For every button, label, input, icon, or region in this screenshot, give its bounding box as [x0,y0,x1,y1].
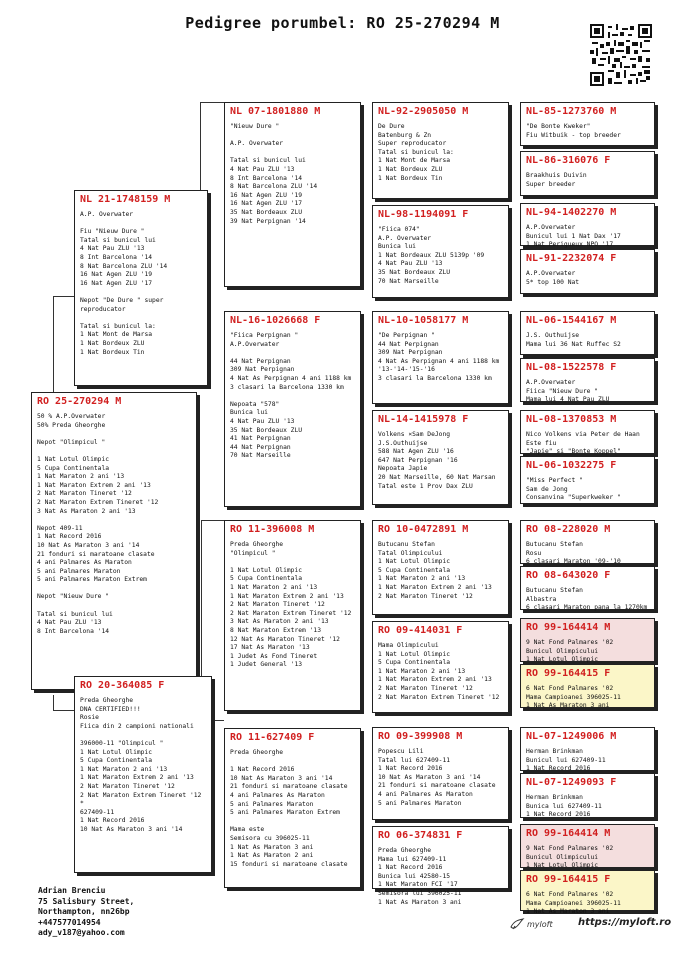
pigeon-info-line: J.S. Outhuijse [526,332,580,339]
pigeon-info-line: 1 Nat Bordeux ZLU [378,165,443,173]
pigeon-card-gggp-8[interactable] [520,456,655,504]
pigeon-info-line: 1 Nat As Maraton 2 ani [230,852,314,860]
pigeon-card-ggp-8[interactable] [372,826,509,906]
pigeon-info-line: 70 Nat Marseille [230,452,291,460]
pigeon-info-line: 5 ani Palmares Maraton [230,800,314,808]
pigeon-info-line: 4 ani Palmares As Maraton [378,790,473,798]
pigeon-info-line: 6 Nat Fond Palmares '02 [526,891,614,898]
pigeon-info-line: Fiu "Nieuw Dure " [80,228,145,236]
pigeon-info-line: 4 ani Palmares As Maraton [230,791,325,799]
pigeon-info-line: 2 Nat Maraton Extrem Tineret '12 [37,498,159,506]
pigeon-info-line: Super breeder [526,180,576,188]
pigeon-info-line: Bunicul lui 1 Nat Dax '17 [526,232,621,240]
pigeon-info-line: 10 Nat As Maraton 3 ani '14 [378,773,481,781]
pigeon-info-line: 1 Nat Maraton FCI '17 [378,881,458,889]
pigeon-card-gggp-13[interactable] [520,727,655,771]
pigeon-info-line: Braakhuis Duivin [526,172,587,179]
pigeon-info-line: 44 Nat Perpignan [378,340,439,348]
pigeon-info-line: 35 Nat Bordeaux ZLU [230,208,303,216]
pigeon-card-subject[interactable] [31,392,197,690]
pigeon-info-line: 1 Nat Record 2016 [526,765,591,773]
page-title: Pedigree porumbel: RO 25-270294 M [185,14,500,32]
pigeon-card-gggp-10[interactable] [520,566,655,610]
pigeon-info-line: 1 Nat Maraton 2 ani '13 [230,583,318,591]
pigeon-info-line: 6 clasari Maraton '09-'10 [526,558,621,566]
pigeon-info-line: Preda Gheorghe [230,541,284,548]
pigeon-info-line [230,392,355,401]
ring-number: NL-86-316076 F [526,155,611,166]
pigeon-info-line [37,602,191,611]
pigeon-info-line [80,314,202,323]
pigeon-info-line: 4 Nat As Perpignan 4 ani 1188 km [378,357,500,365]
pigeon-info-line: * [80,800,84,808]
pigeon-info-line: 1 Nat Bordeux ZLU [80,339,145,347]
pigeon-info-line: 4 Nat Pau ZLU '13 [37,619,102,627]
pigeon-info-line: Preda Gheorghe [80,697,134,704]
pigeon-info-line [230,132,355,141]
pigeon-card-gggp-7[interactable] [520,410,655,454]
pigeon-info-line [230,349,355,358]
pigeon-info-line: 1 Nat Lotul Olimpic [230,566,303,574]
pigeon-info-line: '13-'14-'15-'16 [378,366,435,374]
pigeon-info-line: 647 Nat Perpignan '16 [378,456,458,464]
pigeon-info-line: 12 Nat As Maraton Tineret '12 [230,635,340,643]
pigeon-info-line: reproducator [80,305,126,313]
ring-number: NL-07-1249006 M [526,731,617,742]
pigeon-info-line: 21 fonduri si maratoane clasate [37,550,155,558]
pigeon-info-line: 1 Nat Maraton Extrem 2 ani '13 [378,583,492,591]
pigeon-info-line: DNA CERTIFIED!!! [80,705,141,713]
pigeon-info-line: Albastra [526,595,557,603]
pigeon-info-line: Rosu [526,549,542,557]
pigeon-info-line: Preda Gheorghe [230,749,284,756]
pigeon-info-line: 2 Nat Maraton Tineret '12 [378,684,473,692]
pigeon-info-line [37,430,191,439]
pigeon-info-line: Tatal Olimpicului [378,549,443,557]
pigeon-info-line: 1 Judet As Fond Tineret [230,652,318,660]
pigeon-info-line: 2 Nat Maraton Extrem Tineret '12 [378,693,500,701]
pigeon-info-line: 5 ani Palmares Maraton Extrem [230,809,340,817]
pigeon-info-line: 1 Nat Lotul Olimpic [37,455,110,463]
pigeon-info-line: Herman Brinkman [526,748,583,755]
pigeon-info-line: 1 Nat Bordeux Tin [378,174,443,182]
pigeon-card-gggp-11[interactable] [520,618,655,662]
pigeon-info-line: "Miss Perfect " [526,477,583,484]
pigeon-info-line: 5 Cupa Continentala [80,757,153,765]
ring-number: RO 11-396008 M [230,524,315,535]
pigeon-card-ggp-3[interactable] [372,311,509,404]
ring-number: NL-91-2232074 F [526,253,617,264]
pigeon-info-line: 50% Preda Gheorghe [37,421,106,429]
pigeon-info-line: 10 Nat As Maraton 3 ani '14 [230,774,333,782]
pigeon-info-line: 1 Nat Record 2016 [526,811,591,819]
pigeon-info-line: 5 ani Palmares Maraton Extrem [37,576,147,584]
pigeon-info-line: 35 Nat Bordeaux ZLU [230,426,303,434]
pigeon-info-line: Fiica din 2 campioni nationali [80,722,194,730]
pigeon-info-line: Butucanu Stefan [526,587,583,594]
pigeon-info-line: 44 Nat Perpignan [230,357,291,365]
pigeon-info-line: 20 Nat Marseille, 60 Nat Marsan [378,473,496,481]
ring-number: RO 25-270294 M [37,396,122,407]
pigeon-info-line: 1 Nat Maraton Extrem 2 ani '13 [37,481,151,489]
qr-code-icon [590,24,652,86]
pigeon-card-ggp-4[interactable] [372,410,509,505]
pigeon-card-gggp-3[interactable] [520,203,655,249]
pigeon-info-line: 5 ani Palmares Maraton [378,799,462,807]
pigeon-info-line: 8 Nat Maraton Extrem '13 [230,626,321,634]
pigeon-info-line: 2 Nat Maraton Extrem Tineret '12 [230,609,352,617]
pigeon-info-line: 21 fonduri si maratoane clasate [230,783,348,791]
pigeon-info-line: 16 Nat Agen ZLU '17 [80,279,153,287]
pigeon-info-line: Nepoata "578" [230,400,280,408]
pigeon-info-line: Batenburg & Zn [378,131,432,139]
owner-contact [38,886,134,939]
pigeon-info-line: Mama lui 627409-11 [378,855,447,863]
ring-number: RO 99-164414 M [526,622,611,633]
pigeon-info-line: 1 Nat Bordeaux ZLU 5139p '09 [378,251,485,259]
pigeon-info-line: A.P.Overwater [230,340,280,348]
pigeon-info-line: A.P.Overwater [526,224,576,231]
pigeon-info-line: 1 Nat Maraton Extrem 2 ani '13 [230,592,344,600]
ring-number: NL-08-1522578 F [526,362,617,373]
pigeon-card-gggp-14[interactable] [520,773,655,818]
pigeon-card-gggp-6[interactable] [520,358,655,402]
pigeon-info-line: Mama Campioanei 396025-11 [526,899,621,907]
pigeon-card-gggp-5[interactable] [520,311,655,355]
pigeon-info-line [37,516,191,525]
pigeon-info-line: 1 Nat As Maraton 3 ani [526,702,610,710]
pigeon-info-line: 8 Int Barcelona '14 [80,253,153,261]
pigeon-info-line: 5 Cupa Continentala [230,575,303,583]
pigeon-info-line: 3 Nat As Maraton 2 ani '13 [230,618,329,626]
pigeon-card-ggp-1[interactable] [372,102,509,199]
pigeon-card-gggp-15[interactable] [520,824,655,868]
pigeon-info-line: A.P. Overwater [230,140,284,148]
pigeon-info-line [230,558,355,567]
ring-number: RO 10-0472891 M [378,524,469,535]
pigeon-info-line: 5 Cupa Continentala [37,464,110,472]
pigeon-info-line: De Dure [378,123,405,130]
pigeon-info-line: 2 Nat Maraton Tineret '12 [378,592,473,600]
ring-number: NL 07-1801880 M [230,106,321,117]
brand-logo [510,918,553,930]
pigeon-info-line: 16 Nat Agen ZLU '17 [230,200,303,208]
pigeon-info-line: A.P.Overwater [526,379,576,386]
pigeon-info-line: Nepoata Japie [378,465,428,473]
pigeon-info-line: 588 Nat Agen ZLU '16 [378,448,454,456]
pigeon-info-line: 3 Nat As Maraton 2 ani '13 [37,507,136,515]
pigeon-info-line: 1 Nat Lotul Olimpic [526,656,599,664]
pigeon-info-line: Consanvina "Superkweker " [526,494,621,502]
pigeon-info-line: 16 Nat Agen ZLU '19 [80,271,153,279]
pigeon-info-line: Tatal si bunicul lui [80,236,156,244]
pigeon-info-line: 1 Nat As Maraton 3 ani [230,843,314,851]
pigeon-card-gggp-16[interactable] [520,870,655,916]
pigeon-info-line: 6 clasari Maraton pana la 1270km [526,604,648,612]
pigeon-info-line: 4 Nat Pau ZLU '13 [80,245,145,253]
pigeon-info-line: Bunica lui 627409-11 [526,802,602,810]
pigeon-card-sire[interactable] [74,190,208,386]
pigeon-info-line: Butucanu Stefan [378,541,435,548]
pigeon-info-line: 1 Nat Lotul Olimpic [526,862,599,870]
pigeon-info-line: Nepot "De Dure " super [80,296,164,304]
pigeon-info-line: 16 Nat Agen ZLU '19 [230,191,303,199]
pigeon-info-line: 8 Nat Barcelona ZLU '14 [80,262,168,270]
owner-email[interactable]: ady_v187@yahoo.com [38,928,125,937]
pigeon-info-line [230,818,355,827]
pigeon-info-line [80,731,206,740]
pigeon-info-line: 5* top 100 Nat [526,278,580,286]
ring-number: NL-08-1370853 M [526,414,617,425]
ring-number: NL-14-1415978 F [378,414,469,425]
pigeon-info-line: "Fiica Perpignan " [230,332,299,339]
pigeon-info-line: 10 Nat As Maraton 3 ani '14 [80,825,183,833]
pigeon-info-line: Nepot "Nieuw Dure " [37,593,110,601]
pigeon-info-line: 1 Nat Record 2016 [80,817,145,825]
ring-number: RO 99-164415 F [526,668,611,679]
pigeon-info-line: 2 Nat Maraton Extrem Tineret '12 [80,791,202,799]
pigeon-info-line: Bunica lui 42580-15 [378,872,451,880]
pigeon-info-line: Tatal este 1 Prov Dax ZLU [378,482,473,490]
pigeon-info-line: 39 Nat Perpignan '14 [230,217,306,225]
pigeon-info-line: 17 Nat As Maraton '13 [230,644,310,652]
owner-street: 75 Salisbury Street, [38,896,135,906]
pigeon-info-line: Este fiu [526,439,557,447]
pigeon-card-gggp-9[interactable] [520,520,655,564]
pigeon-card-gggp-12[interactable] [520,664,655,708]
pigeon-card-grandsire-2[interactable] [224,520,361,711]
pigeon-info-line: 1 Nat Maraton 2 ani '13 [378,667,466,675]
pigeon-info-line: Super reproducator [378,140,447,148]
pigeon-info-line: 309 Nat Perpignan [230,366,295,374]
pigeon-info-line: 2 Nat Maraton Tineret '12 [37,490,132,498]
pigeon-info-line: 70 Nat Marseille [378,277,439,285]
pigeon-info-line: 627409-11 [80,808,115,816]
ring-number: RO 09-399908 M [378,731,463,742]
pigeon-card-gggp-2[interactable] [520,151,655,196]
owner-phone: +447577014954 [38,917,101,927]
pigeon-info-line: 8 Nat Barcelona ZLU '14 [230,183,318,191]
owner-city: Northampton, nn26bp [38,907,130,916]
pigeon-info-line: 21 fonduri si maratoane clasate [378,782,496,790]
pigeon-info-line: Popescu Lili [378,748,424,755]
pigeon-info-line: 3 clasari la Barcelona 1330 km [230,383,344,391]
ring-number: RO 99-164415 F [526,874,611,885]
pigeon-info-line: 1 Nat Record 2016 [230,766,295,774]
pigeon-info-line: 1 Nat Perigueux NPO '17 [526,241,614,249]
ring-number: RO 09-414031 F [378,625,463,636]
pigeon-info-line: Nepot "Olimpicul " [37,438,106,446]
pigeon-info-line: 1 Nat Mont de Marsa [80,331,153,339]
ring-number: NL-07-1249093 F [526,777,617,788]
pigeon-info-line: "De Perpignan " [378,332,435,339]
pigeon-card-gggp-1[interactable] [520,102,655,146]
pigeon-info-line: "Olimpicul " [230,549,276,557]
pigeon-info-line: Semisora cu 396025-11 [230,834,310,842]
pigeon-info-line: 1 Nat Lotul Olimpic [80,748,153,756]
ring-number: RO 08-643020 F [526,570,611,581]
pigeon-info-line: Fiica "Nieuw Dure " [526,387,599,395]
pigeon-info-line: 1 Nat Lotul Olimpic [378,650,451,658]
pigeon-info-line: "Nieuw Dure " [230,123,280,130]
ring-number: NL-94-1402270 M [526,207,617,218]
connector-line [53,695,54,710]
pigeon-info-line [37,585,191,594]
pigeon-info-line: 1 Nat Mont de Marsa [378,157,451,165]
pigeon-info-line: 9 Nat Fond Palmares '02 [526,845,614,852]
ring-number: NL-06-1032275 F [526,460,617,471]
pigeon-info-line: 4 Nat Pau ZLU '13 [230,165,295,173]
pigeon-info-line: 1 Nat Bordeux Tin [80,348,145,356]
pigeon-info-line: 41 Nat Perpignan [230,435,291,443]
connector-line [53,710,74,711]
brand-name: myloft [527,919,553,929]
pigeon-info-line: 1 Nat Maraton Extrem 2 ani '13 [80,774,194,782]
connector-line [53,296,75,392]
pigeon-info-line: Volkens ×Sam DeJong [378,431,451,438]
pigeon-info-line: 4 ani Palmares As Maraton [37,559,132,567]
pigeon-info-line: Mama este [230,826,265,834]
pigeon-info-line: 5 Cupa Continentala [378,566,451,574]
ring-number: RO 20-364085 F [80,680,165,691]
pigeon-info-line: Tatal si bunicul la: [378,148,454,156]
pigeon-info-line: 4 Nat Pau ZLU '13 [230,417,295,425]
pigeon-info-line: 1 Nat As Maraton 3 ani [378,898,462,906]
pigeon-card-ggp-7[interactable] [372,727,509,820]
pigeon-card-granddam-1[interactable] [224,311,361,507]
pigeon-card-ggp-2[interactable] [372,205,509,298]
pigeon-info-line: 1 Nat As Maraton 3 ani [526,908,610,916]
pigeon-info-line: Nico Volkens via Peter de Haan [526,431,640,438]
pigeon-info-line [80,288,202,297]
pigeon-info-line: Nepot 409-11 [37,524,83,532]
pigeon-info-line [230,149,355,158]
pigeon-info-line: A.P. Overwater [80,211,134,218]
pigeon-card-grandsire-1[interactable] [224,102,361,287]
pigeon-info-line: 1 Nat Maraton Extrem 2 ani '13 [378,676,492,684]
pigeon-info-line: "De Bonte Kweker" [526,123,591,130]
pigeon-info-line: 5 ani Palmares Maraton [37,567,121,575]
pigeon-info-line: Rosie [80,714,99,722]
pigeon-info-line: 396000-11 "Olimpicul " [80,739,164,747]
pigeon-info-line: Bunicul Olimpicului [526,647,599,655]
pigeon-info-line: Preda Gheorghe [378,847,432,854]
pigeon-info-line: 309 Nat Perpignan [378,349,443,357]
pigeon-info-line: Semisora lui 396025-11 [378,889,462,897]
pigeon-info-line: 1 Nat Record 2016 [37,533,102,541]
website-link[interactable]: https://myloft.ro [578,917,672,928]
pigeon-card-gggp-4[interactable] [520,249,655,294]
pigeon-info-line: 1 Nat Maraton 2 ani '13 [80,765,168,773]
pigeon-info-line: Mama Olimpicului [378,642,439,649]
pigeon-logo-icon [510,918,524,930]
pigeon-info-line: 35 Nat Bordeaux ZLU [378,268,451,276]
owner-name: Adrian Brenciu [38,886,106,895]
pigeon-info-line [37,447,191,456]
pigeon-info-line: 10 Nat As Maraton 3 ani '14 [37,541,140,549]
pigeon-info-line: 5 Cupa Continentala [378,659,451,667]
pigeon-info-line: 1 Nat Maraton 2 ani '13 [37,473,125,481]
ring-number: NL-16-1026668 F [230,315,321,326]
pigeon-info-line: Tatal si bunicul lui [37,610,113,618]
pigeon-info-line: 2 Nat Maraton Tineret '12 [80,782,175,790]
pigeon-card-ggp-6[interactable] [372,621,509,713]
pigeon-info-line: 2 Nat Maraton Tineret '12 [230,601,325,609]
pigeon-info-line: 6 Nat Fond Palmares '02 [526,685,614,692]
ring-number: RO 06-374831 F [378,830,463,841]
pigeon-card-granddam-2[interactable] [224,728,361,888]
pigeon-info-line: Tatal si bunicul lui [230,157,306,165]
pigeon-info-line: "Fiica 074" [378,226,420,233]
ring-number: NL-98-1194091 F [378,209,469,220]
pigeon-info-line: 3 clasari la Barcelona 1330 km [378,374,492,382]
pigeon-info-line [230,758,355,767]
pigeon-info-line: 4 Nat Pau ZLU '13 [378,260,443,268]
pigeon-info-line: Bunicul lui 627409-11 [526,756,606,764]
pigeon-info-line: Mama lui 4 Nat Pau ZLU [526,396,610,404]
pigeon-info-line: Mama lui 36 Nat Ruffec S2 [526,340,621,348]
pigeon-info-line: Tatal si bunicul la: [80,322,156,330]
pigeon-card-ggp-5[interactable] [372,520,509,615]
ring-number: NL-06-1544167 M [526,315,617,326]
ring-number: NL-10-1058177 M [378,315,469,326]
pigeon-info-line: Mama Campioanei 396025-11 [526,693,621,701]
pigeon-info-line: Tatal lui 627409-11 [378,756,451,764]
pigeon-info-line: Herman Brinkman [526,794,583,801]
pigeon-info-line: Bunicul Olimpicului [526,853,599,861]
pigeon-info-line: 1 Nat Record 2016 [378,765,443,773]
pigeon-info-line: 9 Nat Fond Palmares '02 [526,639,614,646]
ring-number: NL-92-2905050 M [378,106,469,117]
pigeon-info-line: 1 Nat Maraton 2 ani '13 [378,575,466,583]
pigeon-info-line: Sam de Jong [526,485,568,493]
pigeon-info-line: A.P. Overwater [378,234,432,242]
pigeon-card-dam[interactable] [74,676,212,873]
pigeon-info-line: 44 Nat Perpignan [230,443,291,451]
pigeon-info-line: Fiu Witbuik - top breeder [526,131,621,139]
ring-number: RO 99-164414 M [526,828,611,839]
pigeon-info-line: 8 Int Barcelona '14 [230,174,303,182]
pigeon-info-line: 1 Judet General '13 [230,661,303,669]
pigeon-info-line: J.S.Outhuijse [378,439,428,447]
ring-number: RO 08-228020 M [526,524,611,535]
ring-number: NL-85-1273760 M [526,106,617,117]
pigeon-info-line: Butucanu Stefan [526,541,583,548]
pigeon-info-line [80,220,202,229]
pigeon-info-line: 50 % A.P.Overwater [37,413,106,420]
pigeon-info-line: A.P.Overwater [526,270,576,277]
pigeon-info-line: "Japie" si "Bonte Koppel" [526,448,621,456]
ring-number: RO 11-627409 F [230,732,315,743]
ring-number: NL 21-1748159 M [80,194,171,205]
pigeon-info-line: Bunica lui [230,409,268,417]
pigeon-info-line: 1 Nat Record 2016 [378,864,443,872]
pigeon-info-line: 15 fonduri si maratoane clasate [230,860,348,868]
pigeon-info-line: Bunica lui [378,243,416,251]
pigeon-info-line: 8 Int Barcelona '14 [37,627,110,635]
pigeon-info-line: 4 Nat As Perpignan 4 ani 1188 km [230,374,352,382]
pigeon-info-line: 1 Nat Lotul Olimpic [378,558,451,566]
